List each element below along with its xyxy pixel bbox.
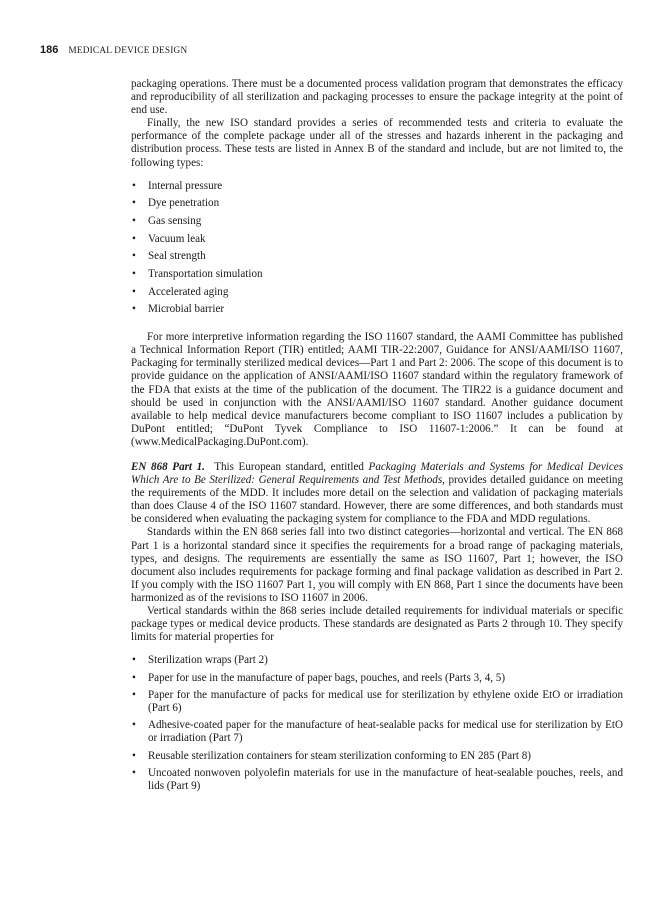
paragraph-iso-tests: Finally, the new ISO standard provides a series of recommended tests and criteria to evaluate the performance of the complete package under all of the stresses and hazards inherent in the packaging and distribution process. These tests are listed in Annex B of the standard and include, but are not limited to, the following types:: [131, 117, 623, 169]
section-heading: EN 868 Part 1.: [131, 461, 205, 473]
list-item: • Microbial barrier: [131, 303, 623, 316]
test-types-list: [131, 180, 623, 317]
list-item: • Uncoated nonwoven polyolefin materials for use in the manufacture of heat-sealable pouches, reels, and lids (Part 9): [131, 767, 623, 793]
list-item: • Internal pressure: [131, 180, 623, 193]
paragraph-validation: packaging operations. There must be a documented process validation program that demonstrates the efficacy and reproducibility of all sterilization and packaging processes to ensure the package integrity at the point of end use.: [131, 78, 623, 117]
paragraph-en868: [131, 461, 623, 526]
en868-intro-text: This European standard, entitled: [214, 461, 369, 473]
list-item: • Vacuum leak: [131, 233, 623, 246]
paragraph-vertical-standards: Vertical standards within the 868 series include detailed requirements for individual materials or specific package types or medical device products. These standards are designated as Parts 2 through 10. They specify limits for material properties for: [131, 605, 623, 644]
page-number: 186: [40, 44, 59, 56]
en868-body-text: provides detailed guidance on meeting the requirements of the MDD. It includes more detail on the selection and validation of packaging materials than does Clause 4 of the ISO 11607 standard. However, there are some differences, and both standards must be considered when evaluating the packaging system for compliance to the FDA and MDD regulations.: [131, 474, 624, 526]
paragraph-aami-tir: For more interpretive information regarding the ISO 11607 standard, the AAMI Committee has published a Technical Information Report (TIR) entitled; AAMI TIR-22:2007, Guidance for ANSI/AAMI/ISO 11607, Packaging for terminally sterilized medical devices—Part 1 and Part 2: 2006. The scope of this document is to provide guidance on the application of ANSI/AAMI/ISO 11607 standard within the regulatory framework of the FDA that exists at the time of the publication of the document. The TIR22 is a guidance document and should be used in conjunction with the ANSI/AAMI/ISO 11607 standard. Another guidance document available to help medical device manufacturers become compliant to ISO 11607 includes a publication by DuPont entitled; “DuPont Tyvek Compliance to ISO 11607-1:2006.” It can be found at (www.MedicalPackaging.DuPont.com).: [131, 331, 623, 448]
running-header: [40, 44, 630, 60]
vertical-standards-list: [131, 654, 623, 793]
list-item: • Paper for the manufacture of packs for medical use for sterilization by ethylene oxide EtO or irradiation (Part 6): [131, 689, 623, 715]
list-item: • Reusable sterilization containers for steam sterilization conforming to EN 285 (Part 8): [131, 750, 623, 763]
body-text: [131, 78, 623, 797]
list-item: • Seal strength: [131, 250, 623, 263]
list-item: • Paper for use in the manufacture of paper bags, pouches, and reels (Parts 3, 4, 5): [131, 672, 623, 685]
list-item: • Transportation simulation: [131, 268, 623, 281]
paragraph-horizontal-vertical: Standards within the EN 868 series fall into two distinct categories—horizontal and vertical. The EN 868 Part 1 is a horizontal standard since it specifies the requirements for a broad range of packaging materials, types, and designs. The requirements are essentially the same as ISO 11607, Part 1; however, the ISO document also includes requirements for package forming and final package validation as described in Part 2. If you comply with the ISO 11607 Part 1, you will comply with EN 868, Part 1 since the documents have been harmonized as of the revisions to ISO 11607 in 2006.: [131, 526, 623, 604]
en868-standard-title: Packaging Materials and Systems for Medical Devices Which Are to Be Sterilized: General Requirements and Test Methods,: [131, 461, 624, 487]
list-item: • Accelerated aging: [131, 286, 623, 299]
running-title: MEDICAL DEVICE DESIGN: [68, 46, 188, 56]
list-item: • Dye penetration: [131, 197, 623, 210]
list-item: • Gas sensing: [131, 215, 623, 228]
list-item: • Adhesive-coated paper for the manufacture of heat-sealable packs for medical use for sterilization by EtO or irradiation (Part 7): [131, 719, 623, 745]
list-item: • Sterilization wraps (Part 2): [131, 654, 623, 667]
